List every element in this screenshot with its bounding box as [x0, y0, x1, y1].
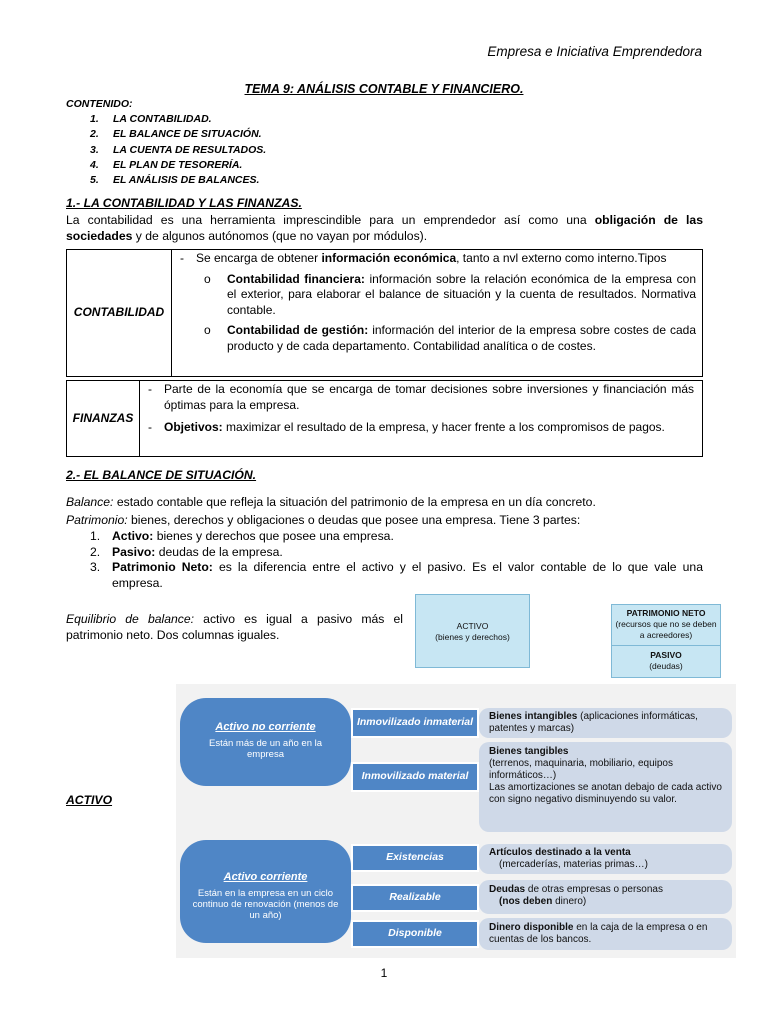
finanzas-label: FINANZAS — [67, 381, 140, 457]
realizable-box: Deudas de otras empresas o personas (nos deben dinero) — [479, 880, 732, 914]
contents-item: 2. EL BALANCE DE SITUACIÓN. — [90, 128, 262, 141]
finanzas-content — [140, 381, 703, 457]
contents-item: 3. LA CUENTA DE RESULTADOS. — [90, 143, 267, 156]
page-title: TEMA 9: ANÁLISIS CONTABLE Y FINANCIERO. — [244, 82, 524, 96]
inmovilizado-material-label: Inmovilizado material — [351, 762, 479, 792]
page-header: Empresa e Iniciativa Emprendedora — [487, 44, 702, 59]
contents-item: 5. EL ANÁLISIS DE BALANCES. — [90, 174, 260, 187]
contabilidad-definition: - Se encarga de obtener información económica, tanto a nvl externo como interno.Tipos — [180, 251, 667, 265]
contents-label: CONTENIDO: — [66, 98, 133, 110]
section-1-intro: La contabilidad es una herramienta imprescindible para un emprendedor así como una obligación de las sociedades y de algunos autónomos (que no vayan por módulos). — [66, 213, 703, 243]
section-heading-2: 2.- EL BALANCE DE SITUACIÓN. — [66, 468, 257, 482]
disponible-box: Dinero disponible en la caja de la empresa o en cuentas de los bancos. — [479, 918, 732, 950]
list-item: 1. Activo: bienes y derechos que posee una empresa. — [90, 529, 394, 543]
finanzas-objetivos: - Objetivos: maximizar el resultado de la empresa, y hacer frente a los compromisos de pagos. — [148, 420, 665, 434]
existencias-box: Artículos destinado a la venta (mercaderías, materias primas…) — [479, 844, 732, 874]
bienes-intangibles-box: Bienes intangibles (aplicaciones informáticas, patentes y marcas) — [479, 708, 732, 738]
contents-item: 1. LA CONTABILIDAD. — [90, 113, 212, 126]
list-item: 3. Patrimonio Neto: es la diferencia entre el activo y el pasivo. Es el valor contable de lo que vale una empresa. — [90, 560, 703, 590]
finanzas-table — [66, 380, 703, 457]
activo-corriente-pill: Activo corriente Están en la empresa en un ciclo continuo de renovación (menos de un año) — [180, 840, 351, 943]
bienes-tangibles-box: Bienes tangibles (terrenos, maquinaria, mobiliario, equipos informáticos…) Las amortizaciones se anotan debajo de cada activo con signo negativo disminuyendo su valor. — [479, 742, 732, 832]
activo-box: ACTIVO (bienes y derechos) — [415, 594, 530, 668]
contabilidad-gestion-item: o Contabilidad de gestión: información del interior de la empresa sobre costes de cada producto y de cada departamento. Contabilidad analítica o de costes. — [204, 323, 696, 353]
disponible-label: Disponible — [351, 920, 479, 948]
contabilidad-table — [66, 249, 703, 377]
list-item: 2. Pasivo: deudas de la empresa. — [90, 544, 283, 559]
activo-infographic — [176, 684, 736, 958]
activo-no-corriente-pill: Activo no corriente Están más de un año en la empresa — [180, 698, 351, 786]
patrimonio-parts-list — [66, 529, 703, 591]
contents-item: 4. EL PLAN DE TESORERÍA. — [90, 158, 243, 171]
contabilidad-financiera-item: o Contabilidad financiera: información sobre la relación económica de la empresa con el exterior, para elaborar el balance de situación y la cuenta de resultados. Normativa contable. — [204, 271, 697, 317]
section-heading-1: 1.- LA CONTABILIDAD Y LAS FINANZAS. — [66, 196, 302, 210]
contabilidad-content — [172, 250, 703, 377]
page-number: 1 — [380, 966, 388, 980]
contabilidad-label: CONTABILIDAD — [67, 250, 172, 377]
patrimonio-neto-box: PATRIMONIO NETO (recursos que no se deben a acreedores) — [611, 604, 721, 646]
realizable-label: Realizable — [351, 884, 479, 912]
patrimonio-definition: Patrimonio: bienes, derechos y obligaciones o deudas que posee una empresa. Tiene 3 partes: — [66, 513, 581, 527]
finanzas-definition: - Parte de la economía que se encarga de tomar decisiones sobre inversiones y financiación más óptimas para la empresa. — [148, 382, 694, 412]
equilibrio-balance: Equilibrio de balance: activo es igual a pasivo más el patrimonio neto. Dos columnas iguales. — [66, 612, 403, 642]
activo-label: ACTIVO — [66, 793, 113, 807]
balance-definition: Balance: estado contable que refleja la situación del patrimonio de la empresa en un día concreto. — [66, 495, 596, 509]
inmovilizado-inmaterial-label: Inmovilizado inmaterial — [351, 708, 479, 738]
pasivo-box: PASIVO (deudas) — [611, 645, 721, 678]
table-of-contents — [66, 97, 266, 188]
existencias-label: Existencias — [351, 844, 479, 872]
